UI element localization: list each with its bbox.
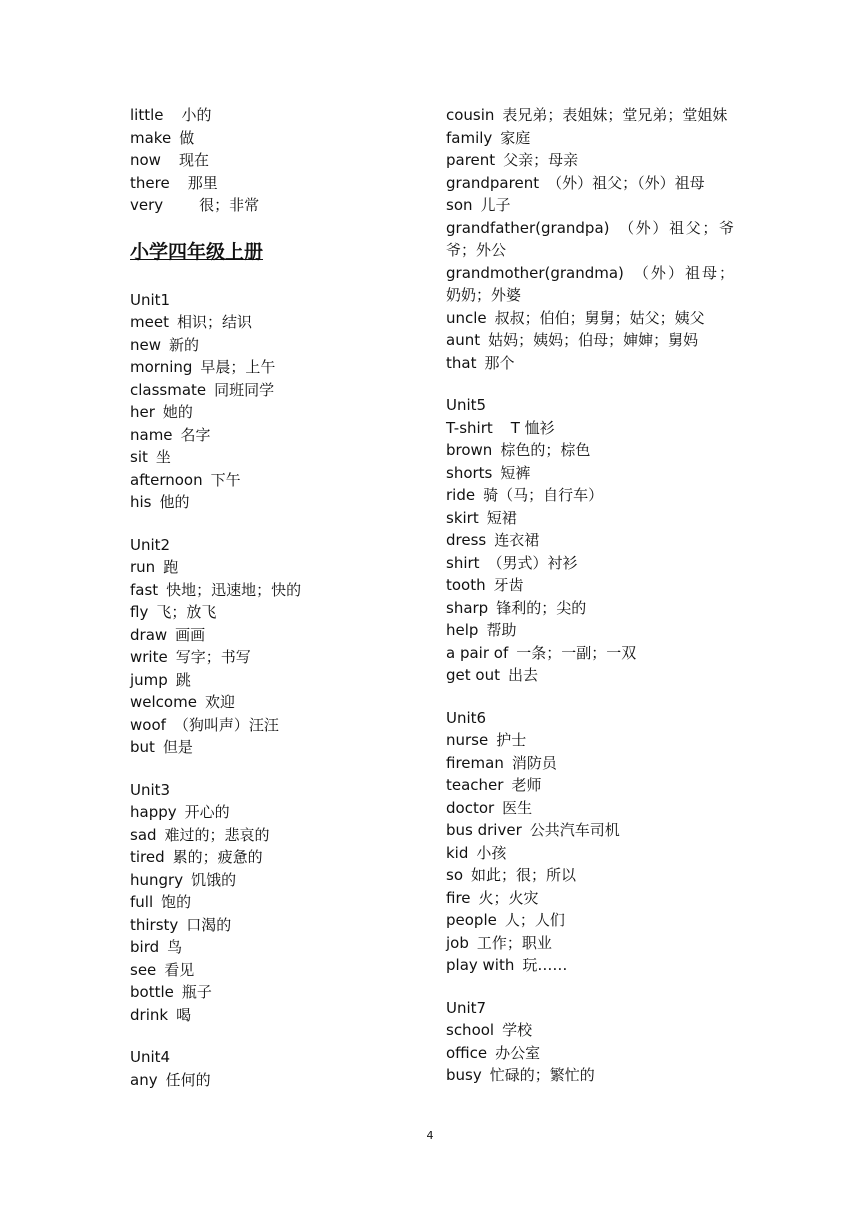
list-item: sad 难过的；悲哀的 [130,825,270,844]
list-item: school 学校 [446,1021,533,1039]
list-item: brown 棕色的；棕色 [446,441,591,459]
list-item: office 办公室 [446,1043,541,1062]
list-item: ride 骑（马；自行车） [446,486,604,504]
list-item: cousin 表兄弟；表姐妹；堂兄弟；堂姐妹 [446,106,728,124]
list-item: see 看见 [130,960,195,979]
list-item: that 那个 [446,353,515,372]
section-title: 小学四年级上册 [130,240,264,263]
unit-heading: Unit3 [130,780,171,799]
list-item: but 但是 [130,738,193,756]
list-item: family 家庭 [446,128,531,147]
list-item: sharp 锋利的；尖的 [446,598,587,617]
list-item: hungry 饥饿的 [130,870,237,889]
right-column [446,104,734,1087]
list-item: thirsty 口渴的 [130,915,232,934]
list-item: his 他的 [130,493,190,511]
list-item: drink 喝 [130,1005,192,1024]
unit-heading: Unit1 [130,290,171,309]
list-item: jump 跳 [130,670,191,689]
list-item: full 饱的 [130,893,192,911]
list-item: shirt （男式）衬衫 [446,553,578,572]
list-item: fly 飞；放飞 [130,603,217,621]
list-item: bus driver 公共汽车司机 [446,821,620,839]
list-item: little 小的 [130,106,212,124]
list-item: play with 玩…… [446,956,568,974]
list-item: fireman 消防员 [446,753,557,772]
list-item: grandmother(grandma) （外）祖母；奶奶；外婆 [446,263,734,304]
list-item: so 如此；很；所以 [446,866,577,884]
list-item: people 人；人们 [446,911,565,929]
list-item: a pair of 一条；一副；一双 [446,643,637,662]
list-item: morning 早晨；上午 [130,358,276,376]
list-item: bottle 瓶子 [130,983,212,1001]
list-item: now 现在 [130,151,209,169]
list-item: kid 小孩 [446,843,507,862]
list-item: tired 累的；疲惫的 [130,848,263,866]
list-item: fire 火；火灾 [446,888,539,907]
list-item: make 做 [130,128,195,147]
list-item: fast 快地；迅速地；快的 [130,580,302,599]
list-item: busy 忙碌的；繁忙的 [446,1066,595,1084]
unit-heading: Unit6 [446,708,487,727]
list-item: shorts 短裤 [446,463,531,482]
list-item: bird 鸟 [130,938,183,956]
list-item: meet 相识；结识 [130,313,252,331]
list-item: classmate 同班同学 [130,380,275,399]
list-item: happy 开心的 [130,803,230,821]
list-item: afternoon 下午 [130,470,241,489]
list-item: skirt 短裙 [446,508,517,527]
list-item: nurse 护士 [446,731,527,749]
list-item: job 工作；职业 [446,933,552,952]
list-item: name 名字 [130,425,211,444]
list-item: uncle 叔叔；伯伯；舅舅；姑父；姨父 [446,308,705,327]
list-item: draw 画画 [130,625,206,644]
unit-heading: Unit7 [446,998,487,1017]
unit-heading: Unit4 [130,1048,171,1066]
unit-heading: Unit2 [130,535,171,554]
list-item: her 她的 [130,403,193,421]
list-item: grandfather(grandpa) （外）祖父；爷爷；外公 [446,218,734,259]
unit-heading: Unit5 [446,396,487,414]
list-item: new 新的 [130,335,200,354]
list-item: welcome 欢迎 [130,693,235,711]
list-item: help 帮助 [446,621,517,639]
list-item: T-shirt T 恤衫 [446,418,555,437]
list-item: parent 父亲；母亲 [446,151,579,169]
list-item: get out 出去 [446,666,538,684]
list-item: aunt 姑妈；姨妈；伯母；婶婶；舅妈 [446,331,699,349]
list-item: run 跑 [130,558,179,576]
list-item: son 儿子 [446,196,511,214]
list-item: doctor 医生 [446,798,533,817]
list-item: write 写字；书写 [130,648,251,666]
list-item: tooth 牙齿 [446,576,524,594]
left-column [130,104,420,1091]
list-item: teacher 老师 [446,776,542,794]
list-item: there 那里 [130,173,218,192]
page-number: 4 [426,1129,434,1142]
list-item: any 任何的 [130,1070,211,1089]
list-item: dress 连衣裙 [446,531,540,549]
list-item: woof （狗叫声）汪汪 [130,715,279,734]
list-item: grandparent （外）祖父；（外）祖母 [446,173,705,192]
list-item: very 很；非常 [130,196,260,214]
list-item: sit 坐 [130,448,171,466]
